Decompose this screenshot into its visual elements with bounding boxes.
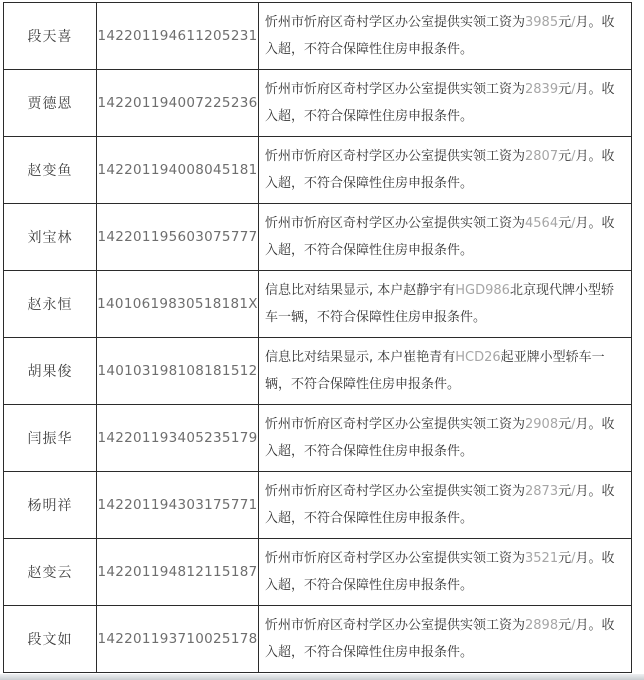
remark-cell: [259, 271, 631, 337]
id-number-cell: 142201194303175771: [97, 472, 259, 538]
table-row: [4, 338, 631, 405]
remark-highlight-value: /: [571, 15, 576, 30]
remark-text: 信息比对结果显示, 本户赵静宇有: [265, 283, 456, 298]
remark-cell: [259, 606, 631, 672]
remark-text: 元: [558, 484, 572, 499]
remark-cell: [259, 405, 631, 471]
table-row: [4, 539, 631, 606]
id-number-cell: 142201194812115187: [97, 539, 259, 605]
name-cell: 段文如: [4, 606, 97, 672]
name-cell: 赵永恒: [4, 271, 97, 337]
eligibility-report-table: [3, 2, 632, 673]
name-cell: 段天喜: [4, 3, 97, 69]
remark-text: 忻州市忻府区奇村学区办公室提供实领工资为: [265, 484, 526, 499]
table-row: [4, 606, 631, 672]
remark-text: 忻州市忻府区奇村学区办公室提供实领工资为: [265, 149, 526, 164]
remark-text: 忻州市忻府区奇村学区办公室提供实领工资为: [265, 15, 526, 30]
remark-highlight-value: /: [571, 82, 576, 97]
name-cell: 赵变云: [4, 539, 97, 605]
remark-cell: [259, 70, 631, 136]
table-row: [4, 405, 631, 472]
id-number-cell: 142201195603075777: [97, 204, 259, 270]
remark-highlight-value: 3521: [525, 551, 559, 566]
name-cell: 胡果俊: [4, 338, 97, 404]
remark-highlight-value: /: [571, 551, 576, 566]
id-number-cell: 142201194008045181: [97, 137, 259, 203]
name-cell: 闫振华: [4, 405, 97, 471]
table-row: [4, 3, 631, 70]
name-cell: 刘宝林: [4, 204, 97, 270]
name-cell: 杨明祥: [4, 472, 97, 538]
remark-highlight-value: 2898: [525, 618, 559, 633]
remark-text: 月。收入超，不符合保障性住房申报条件。: [265, 551, 615, 593]
id-number-cell: 142201193710025178: [97, 606, 259, 672]
id-number-cell: 14010619830518181X: [97, 271, 259, 337]
remark-highlight-value: /: [571, 484, 576, 499]
remark-text: 元: [558, 216, 572, 231]
remark-cell: [259, 137, 631, 203]
remark-highlight-value: HGD986: [455, 283, 510, 298]
id-number-cell: 140103198108181512: [97, 338, 259, 404]
remark-text: 元: [558, 15, 572, 30]
remark-highlight-value: /: [571, 216, 576, 231]
table-row: [4, 204, 631, 271]
remark-highlight-value: 2908: [525, 417, 559, 432]
remark-text: 北京现代牌小型轿车一辆，不符合保障性住房申报条件。: [265, 283, 614, 325]
remark-cell: [259, 3, 631, 69]
remark-highlight-value: /: [571, 417, 576, 432]
remark-text: 起亚牌小型轿车一辆，不符合保障性住房申报条件。: [265, 350, 605, 392]
remark-text: 元: [558, 82, 572, 97]
remark-cell: [259, 539, 631, 605]
remark-text: 忻州市忻府区奇村学区办公室提供实领工资为: [265, 618, 526, 633]
table-row: [4, 472, 631, 539]
table-row: [4, 137, 631, 204]
remark-text: 忻州市忻府区奇村学区办公室提供实领工资为: [265, 417, 526, 432]
remark-highlight-value: HCD26: [455, 350, 501, 365]
remark-text: 元: [558, 149, 572, 164]
remark-text: 月。收入超，不符合保障性住房申报条件。: [265, 82, 615, 124]
remark-highlight-value: 3985: [525, 15, 559, 30]
remark-cell: [259, 472, 631, 538]
id-number-cell: 142201194007225236: [97, 70, 259, 136]
remark-text: 月。收入超，不符合保障性住房申报条件。: [265, 417, 615, 459]
remark-highlight-value: 2873: [525, 484, 559, 499]
remark-highlight-value: 2807: [525, 149, 559, 164]
remark-text: 元: [558, 417, 572, 432]
remark-text: 元: [558, 551, 572, 566]
table-row: [4, 70, 631, 137]
name-cell: 赵变鱼: [4, 137, 97, 203]
id-number-cell: 142201193405235179: [97, 405, 259, 471]
remark-highlight-value: 2839: [525, 82, 559, 97]
remark-text: 元: [558, 618, 572, 633]
remark-text: 月。收入超，不符合保障性住房申报条件。: [265, 484, 615, 526]
remark-text: 月。收入超，不符合保障性住房申报条件。: [265, 15, 615, 57]
remark-text: 忻州市忻府区奇村学区办公室提供实领工资为: [265, 82, 526, 97]
remark-text: 信息比对结果显示, 本户崔艳青有: [265, 350, 456, 365]
remark-text: 月。收入超，不符合保障性住房申报条件。: [265, 149, 615, 191]
remark-highlight-value: /: [571, 149, 576, 164]
name-cell: 贾德恩: [4, 70, 97, 136]
remark-highlight-value: /: [571, 618, 576, 633]
id-number-cell: 142201194611205231: [97, 3, 259, 69]
bottom-shadow: [0, 674, 644, 680]
remark-text: 忻州市忻府区奇村学区办公室提供实领工资为: [265, 551, 526, 566]
table-row: [4, 271, 631, 338]
remark-highlight-value: 4564: [525, 216, 559, 231]
remark-cell: [259, 204, 631, 270]
remark-text: 忻州市忻府区奇村学区办公室提供实领工资为: [265, 216, 526, 231]
remark-cell: [259, 338, 631, 404]
remark-text: 月。收入超，不符合保障性住房申报条件。: [265, 216, 615, 258]
remark-text: 月。收入超，不符合保障性住房申报条件。: [265, 618, 615, 660]
